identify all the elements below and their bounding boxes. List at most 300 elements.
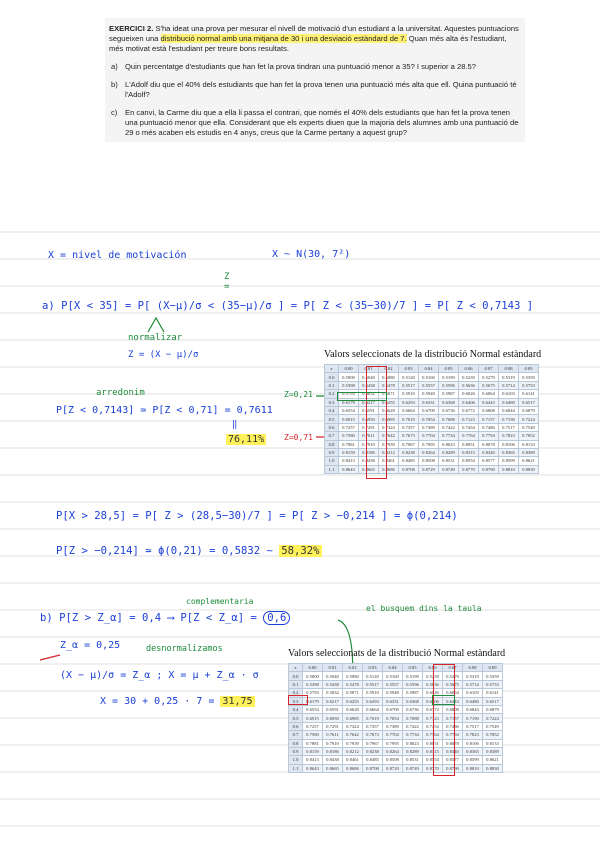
table-row-label: 1.1 [325,465,339,473]
question-text: Quin percentatge d'estudiants que han fet la prova tindran una puntuació menor a 35? I superior a 28.5? [125,62,477,71]
table-cell: 0.7704 [383,731,403,739]
table-cell: 0.7019 [363,714,383,722]
table-cell: 0.8264 [383,747,403,755]
arrow-left-icon [40,655,60,660]
table-cell: 0.7673 [363,731,383,739]
table-cell: 0.6255 [379,398,399,406]
table-header-cell: 0.02 [379,365,399,373]
table-cell: 0.5948 [419,390,439,398]
table-cell: 0.6554 [339,406,359,414]
table-row-label: 0.2 [325,390,339,398]
table-row-label: 0.4 [289,705,303,713]
table-cell: 0.6179 [303,697,323,705]
table-cell: 0.8577 [479,457,499,465]
table-cell: 0.6293 [363,697,383,705]
table-row [325,440,539,448]
table-cell: 0.5000 [303,672,323,680]
table-row-label: 0.9 [325,448,339,456]
table-cell: 0.6736 [439,406,459,414]
table-row [289,731,503,739]
table-row [289,747,503,755]
normal-table-grid [324,364,539,474]
table-cell: 0.7852 [519,432,539,440]
table-cell: 0.6064 [443,689,463,697]
table-cell: 0.8621 [519,457,539,465]
table-cell: 0.6700 [419,406,439,414]
table-cell: 0.8830 [519,465,539,473]
table-cell: 0.6772 [459,406,479,414]
table-header-cell: 0.08 [499,365,519,373]
table-cell: 0.8413 [303,756,323,764]
table-cell: 0.7357 [399,423,419,431]
table-cell: 0.8315 [459,448,479,456]
intro-highlight: distribució normal amb una mitjana de 30 i una desviació estàndard de 7. [160,34,407,43]
table-cell: 0.5987 [403,689,423,697]
column-highlight-box [366,366,387,479]
table-cell: 0.6628 [343,705,363,713]
table-cell: 0.7995 [383,739,403,747]
table-row [325,415,539,423]
table-cell: 0.8078 [479,440,499,448]
table-header-cell: 0.03 [399,365,419,373]
table-cell: 0.7764 [459,432,479,440]
table-cell: 0.6217 [359,398,379,406]
table-row-label: 0.8 [325,440,339,448]
table-cell: 0.8438 [323,756,343,764]
table-cell: 0.6368 [403,697,423,705]
table-cell: 0.8708 [399,465,419,473]
table-cell: 0.8133 [483,739,503,747]
table-cell: 0.7910 [323,739,343,747]
table-header-cell: 0.09 [519,365,539,373]
table-cell: 0.6844 [499,406,519,414]
table-cell: 0.8643 [339,465,359,473]
table-cell: 0.7704 [419,432,439,440]
table-cell: 0.8389 [519,448,539,456]
table-cell: 0.8485 [399,457,419,465]
table-cell: 0.8729 [383,764,403,772]
table-row-label: 0.4 [325,406,339,414]
table-cell: 0.8665 [323,764,343,772]
table-cell: 0.8531 [439,457,459,465]
table-row [325,465,539,473]
table-cell: 0.5557 [383,680,403,688]
note-eq-sign: ‖ [232,420,238,430]
table-cell: 0.6026 [423,689,443,697]
table-cell: 0.7967 [363,739,383,747]
table-cell: 0.6217 [323,697,343,705]
table-cell: 0.5438 [359,381,379,389]
table-cell: 0.6554 [303,705,323,713]
table-cell: 0.7734 [403,731,423,739]
table-row [325,432,539,440]
table-cell: 0.7422 [439,423,459,431]
table-cell: 0.7088 [403,714,423,722]
table-header-cell: 0.05 [403,664,423,672]
table-cell: 0.7123 [459,415,479,423]
note-part-a-line: a) P[X < 35] = P[ (X−μ)/σ < (35−μ)/σ ] = P[ Z < (35−30)/7 ] = P[ Z < 0,7143 ] [42,300,534,312]
table-cell: 0.8212 [343,747,363,755]
table-cell: 0.6406 [423,697,443,705]
table-cell: 0.5675 [443,680,463,688]
table-cell: 0.6808 [479,406,499,414]
table-cell: 0.5753 [519,381,539,389]
arrow-up-icon [148,318,164,332]
table-cell: 0.7611 [323,731,343,739]
row-highlight-box [288,695,308,705]
table-cell: 0.7190 [499,415,519,423]
table-cell: 0.8051 [423,739,443,747]
table-cell: 0.8315 [423,747,443,755]
table-row-label: 0.0 [325,373,339,381]
table-cell: 0.7224 [483,714,503,722]
table-row [289,722,503,730]
table-cell: 0.6844 [463,705,483,713]
table-cell: 0.8461 [343,756,363,764]
table-cell: 0.7995 [419,440,439,448]
note-z021: Z=0,21 [284,390,313,399]
table-row-label: 0.2 [289,689,303,697]
table-cell: 0.7642 [343,731,363,739]
note-complementaria: complementaria [186,597,254,606]
table-header-cell: 0.02 [343,664,363,672]
intro-text: S'ha ideat una prova per mesurar el nivell de motivació d'un estudiant a la universitat. Aquestes puntuacions segueixen una [109,24,519,43]
a2-result-text: P[Z > −0,214] ≃ ϕ(0,21) = 0,5832 ∼ [56,545,273,557]
table-cell: 0.5948 [383,689,403,697]
note-z-mark-eq: = [224,282,230,292]
table-cell: 0.7190 [463,714,483,722]
table-cell: 0.7517 [499,423,519,431]
table-header-cell: 0.01 [323,664,343,672]
table-cell: 0.7734 [439,432,459,440]
table-header-cell: 0.07 [443,664,463,672]
table-row [325,381,539,389]
b-calc-text: X = 30 + 0,25 · 7 = [100,696,215,707]
table-cell: 0.8106 [463,739,483,747]
table-cell: 0.5596 [439,381,459,389]
table-cell: 0.8708 [363,764,383,772]
table-cell: 0.5557 [419,381,439,389]
table-cell: 0.5832 [359,390,379,398]
table-cell: 0.8749 [439,465,459,473]
note-buscar: el busquem dins la taula [366,604,482,613]
table-row [289,705,503,713]
table-cell: 0.6808 [443,705,463,713]
table-cell: 0.8051 [459,440,479,448]
table-row-label: 0.1 [289,680,303,688]
table-cell: 0.5040 [359,373,379,381]
table-cell: 0.6103 [463,689,483,697]
table-cell: 0.6480 [499,398,519,406]
table-cell: 0.7324 [379,423,399,431]
note-z071: Z=0,71 [284,433,313,442]
b-circled-value: 0,6 [263,611,290,625]
note-desnormalizamos: desnormalizamos [146,644,223,654]
table-cell: 0.5359 [483,672,503,680]
table-cell: 0.5478 [379,381,399,389]
table-cell: 0.7673 [399,432,419,440]
table-cell: 0.5398 [303,680,323,688]
note-redondeo: arredonim [96,388,145,398]
table-cell: 0.5319 [463,672,483,680]
table-cell: 0.7823 [499,432,519,440]
table-cell: 0.6985 [343,714,363,722]
table-header-cell: 0.00 [303,664,323,672]
b-line-text: b) P[Z > Z_α] = 0,4 ⟶ P[Z < Z_α] = [40,612,257,624]
question-label: c) [111,108,118,117]
table-row [325,373,539,381]
table-row [289,714,503,722]
table-row-label: 0.0 [289,672,303,680]
table-cell: 0.6736 [403,705,423,713]
table-cell: 0.7794 [443,731,463,739]
table-cell: 0.5636 [459,381,479,389]
table-cell: 0.8133 [519,440,539,448]
table-header-cell: 0.08 [463,664,483,672]
table-cell: 0.6517 [519,398,539,406]
table-cell: 0.8289 [439,448,459,456]
table-header-cell: 0.07 [479,365,499,373]
table-cell: 0.5832 [323,689,343,697]
table-cell: 0.8599 [463,756,483,764]
table-cell: 0.8212 [379,448,399,456]
table-cell: 0.8186 [323,747,343,755]
table-header-cell: 0.03 [363,664,383,672]
table-cell: 0.8485 [363,756,383,764]
normal-table-top [324,349,541,474]
table-header-cell: 0.00 [339,365,359,373]
table-cell: 0.8289 [403,747,423,755]
table-cell: 0.5753 [483,680,503,688]
table-row-label: 1.0 [289,756,303,764]
table-cell: 0.6406 [459,398,479,406]
table-cell: 0.8599 [499,457,519,465]
table-cell: 0.7157 [443,714,463,722]
table-cell: 0.7967 [399,440,419,448]
table-cell: 0.6141 [519,390,539,398]
table-cell: 0.7088 [439,415,459,423]
table-cell: 0.5478 [343,680,363,688]
table-cell: 0.6517 [483,697,503,705]
table-cell: 0.7486 [443,722,463,730]
table-header-cell: 0.04 [383,664,403,672]
table-cell: 0.7224 [519,415,539,423]
table-cell: 0.6879 [519,406,539,414]
table-row [289,680,503,688]
table-row [289,739,503,747]
table-cell: 0.7257 [339,423,359,431]
table-row [289,756,503,764]
table-row-label: 0.6 [325,423,339,431]
table-cell: 0.8413 [339,457,359,465]
table-cell: 0.7291 [323,722,343,730]
table-cell: 0.7486 [479,423,499,431]
table-cell: 0.8438 [359,457,379,465]
table-cell: 0.7123 [423,714,443,722]
table-cell: 0.6293 [399,398,419,406]
table-cell: 0.5120 [363,672,383,680]
table-cell: 0.8238 [363,747,383,755]
table-cell: 0.8389 [483,747,503,755]
table-cell: 0.5040 [323,672,343,680]
column-highlight-box [433,664,455,776]
table-cell: 0.5239 [459,373,479,381]
exercise-title: EXERCICI 2. [109,24,154,33]
table-cell: 0.7549 [483,722,503,730]
table-header-cell: 0.09 [483,664,503,672]
table-cell: 0.8790 [479,465,499,473]
table-cell: 0.5160 [419,373,439,381]
table-cell: 0.5199 [439,373,459,381]
table-header-cell: z [289,664,303,672]
table-cell: 0.8508 [419,457,439,465]
table-cell: 0.6064 [479,390,499,398]
found-value-box [432,695,455,705]
table-cell: 0.8023 [403,739,423,747]
table-row-label: 0.7 [289,731,303,739]
table-cell: 0.7764 [423,731,443,739]
table-cell: 0.8340 [443,747,463,755]
table-cell: 0.6480 [463,697,483,705]
table-cell: 0.6772 [423,705,443,713]
answer-highlight: 31,75 [222,696,253,707]
table-cell: 0.6368 [439,398,459,406]
table-cell: 0.6443 [479,398,499,406]
table-cell: 0.6591 [323,705,343,713]
note-z-alpha: Z_α = 0,25 [60,640,121,651]
table-cell: 0.8643 [303,764,323,772]
note-z-mark: Z [224,272,230,282]
table-row [325,406,539,414]
table-cell: 0.5279 [479,373,499,381]
table-cell: 0.8023 [439,440,459,448]
table-cell: 0.8238 [399,448,419,456]
table-row-label: 0.6 [289,722,303,730]
table-cell: 0.8159 [339,448,359,456]
table-cell: 0.8686 [379,465,399,473]
table-row-label: 0.3 [289,697,303,705]
table-cell: 0.8810 [463,764,483,772]
table-row [325,423,539,431]
table-row-label: 0.5 [289,714,303,722]
table-cell: 0.7454 [459,423,479,431]
table-row-label: 1.0 [325,457,339,465]
table-cell: 0.5871 [379,390,399,398]
table-cell: 0.8790 [443,764,463,772]
table-row-label: 0.8 [289,739,303,747]
table-cell: 0.8186 [359,448,379,456]
table-row [289,672,503,680]
note-def-x: X = nivel de motivación [48,250,187,261]
table-cell: 0.5120 [399,373,419,381]
table-header-row [289,664,503,672]
table-cell: 0.5910 [363,689,383,697]
table-cell: 0.5675 [479,381,499,389]
table-cell: 0.5279 [443,672,463,680]
note-p-round: P[Z < 0,7143] ≃ P[Z < 0,71] = 0,7611 [56,405,273,416]
table-cell: 0.5160 [383,672,403,680]
answer-highlight: 58,32% [281,545,320,557]
table-row-label: 0.3 [325,398,339,406]
table-title: Valors seleccionats de la distribució Normal estàndard [324,349,542,360]
table-row-label: 0.7 [325,432,339,440]
table-row [289,764,503,772]
table-cell: 0.7389 [383,722,403,730]
table-cell: 0.8577 [443,756,463,764]
note-b-formula: (X − μ)/σ = Z_α ; X = μ + Z_α · σ [60,670,259,681]
table-cell: 0.6443 [443,697,463,705]
table-cell: 0.8531 [403,756,423,764]
normal-table-bottom [288,648,505,773]
table-cell: 0.6103 [499,390,519,398]
table-row-label: 0.1 [325,381,339,389]
table-cell: 0.7580 [303,731,323,739]
table-cell: 0.8106 [499,440,519,448]
table-cell: 0.8554 [459,457,479,465]
question-label: b) [111,80,118,89]
table-cell: 0.6628 [379,406,399,414]
table-cell: 0.7881 [303,739,323,747]
table-cell: 0.7852 [483,731,503,739]
note-part-a2-line: P[X > 28,5] = P[ Z > (28,5−30)/7 ] = P[ Z > −0,214 ] = ϕ(0,214) [56,510,458,522]
table-cell: 0.5871 [343,689,363,697]
table-cell: 0.5398 [339,381,359,389]
table-cell: 0.8340 [479,448,499,456]
table-cell: 0.5596 [403,680,423,688]
table-cell: 0.6950 [359,415,379,423]
table-cell: 0.7517 [463,722,483,730]
table-cell: 0.6700 [383,705,403,713]
note-normalizar: normalizar [128,333,183,343]
note-z-formula: Z = (X − μ)/σ [128,350,199,360]
table-cell: 0.5517 [399,381,419,389]
table-cell: 0.5080 [379,373,399,381]
table-cell: 0.8810 [499,465,519,473]
table-header-cell: 0.05 [439,365,459,373]
table-cell: 0.7939 [343,739,363,747]
table-cell: 0.5636 [423,680,443,688]
table-cell: 0.6950 [323,714,343,722]
table-cell: 0.5438 [323,680,343,688]
table-cell: 0.7611 [359,432,379,440]
table-cell: 0.7794 [479,432,499,440]
table-cell: 0.6331 [419,398,439,406]
table-cell: 0.7357 [363,722,383,730]
table-cell: 0.5714 [463,680,483,688]
table-cell: 0.7324 [343,722,363,730]
table-cell: 0.8686 [343,764,363,772]
table-header-row [325,365,539,373]
table-cell: 0.6026 [459,390,479,398]
table-cell: 0.7291 [359,423,379,431]
table-cell: 0.8749 [403,764,423,772]
table-header-cell: 0.01 [359,365,379,373]
table-cell: 0.7642 [379,432,399,440]
table-cell: 0.7881 [339,440,359,448]
question-text: L'Adolf diu que el 40% dels estudiants que han fet la prova tenen una puntuació més alta que ell. Quina puntuació té l'Adolf? [125,80,517,99]
table-header-cell: 0.04 [419,365,439,373]
note-def-dist: X ~ N(30, 7²) [272,249,351,260]
table-cell: 0.7910 [359,440,379,448]
table-row [325,448,539,456]
row-highlight-box [337,392,387,401]
table-row-label: 0.5 [325,415,339,423]
table-cell: 0.5793 [339,390,359,398]
table-cell: 0.5239 [423,672,443,680]
table-cell: 0.5517 [363,680,383,688]
table-cell: 0.6915 [303,714,323,722]
table-cell: 0.6255 [343,697,363,705]
